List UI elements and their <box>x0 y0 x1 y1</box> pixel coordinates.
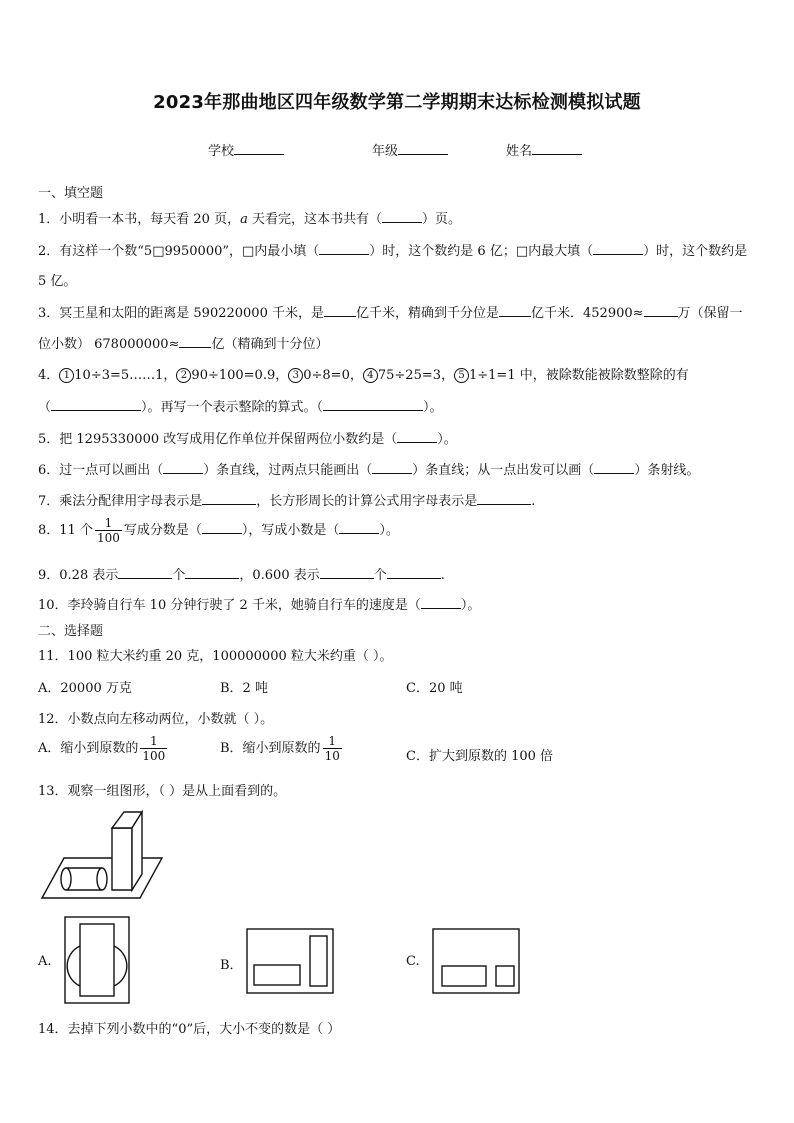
fraction-1-10: $\frac{1}{10}$ <box>324 734 340 763</box>
q13-option-a-figure[interactable] <box>64 916 130 1004</box>
question-5: 5．把 1295330000 改写成用亿作单位并保留两位小数约是（ ）。 <box>38 432 457 447</box>
q13-option-c-figure[interactable] <box>432 928 520 994</box>
question-3: 3．冥王星和太阳的距离是 590220000 千米，是 亿千米，精确到千分位是 亿千米．452900≈ 万（保留一 <box>38 306 743 321</box>
circled-4: 4 <box>363 368 378 383</box>
circled-3: 3 <box>288 368 303 383</box>
inner-rectangle <box>80 924 114 996</box>
q2-blank-1[interactable] <box>319 253 369 255</box>
prism-front <box>112 828 132 890</box>
wide-rectangle <box>442 966 486 986</box>
q6-blank-2[interactable] <box>372 472 412 474</box>
q2-blank-2[interactable] <box>593 253 643 255</box>
q7-blank-2[interactable] <box>477 503 531 505</box>
q3-blank-4[interactable] <box>179 346 211 348</box>
variable-a: a <box>240 212 248 227</box>
small-square <box>496 966 514 986</box>
q13-option-b-label[interactable]: B． <box>220 958 243 973</box>
q9-blank-1[interactable] <box>118 577 172 579</box>
circled-2: 2 <box>176 368 191 383</box>
circle-left-arc <box>67 946 80 986</box>
q4-blank-2[interactable] <box>323 409 423 411</box>
question-7: 7．乘法分配律用字母表示是 ，长方形周长的计算公式用字母表示是 . <box>38 494 536 509</box>
circled-5: 5 <box>454 368 469 383</box>
q11-option-a[interactable]: A．20000 万克 <box>38 681 132 696</box>
outer-frame <box>433 929 519 993</box>
school-label: 学校 <box>208 144 235 159</box>
tall-rectangle <box>310 936 327 986</box>
q13-option-b-figure[interactable] <box>246 928 334 994</box>
question-14: 14．去掉下列小数中的“0”后，大小不变的数是（ ） <box>38 1022 341 1037</box>
circled-1: 1 <box>59 368 74 383</box>
question-4-cont: （ ）。再写一个表示整除的算式。（ ）。 <box>38 400 443 415</box>
question-3-cont: 位小数） 678000000≈ 亿（精确到十分位） <box>38 337 329 352</box>
outer-frame <box>247 929 333 993</box>
q4-blank-1[interactable] <box>51 409 141 411</box>
question-2: 2．有这样一个数“5□9950000”，□内最小填（ ）时，这个数约是 6 亿；□内最大填（ ）时，这个数约是 <box>38 244 748 259</box>
section-multiple-choice: 二、选择题 <box>38 624 104 639</box>
q10-blank[interactable] <box>421 607 461 609</box>
fraction-1-100: $\frac{1}{100}$ <box>96 516 120 545</box>
question-8: 8．11 个 $\frac{1}{100}$ 写成分数是（ ），写成小数是（ ）。 <box>38 516 399 545</box>
q6-blank-1[interactable] <box>163 472 203 474</box>
q8-blank-2[interactable] <box>339 532 379 534</box>
cylinder-end-left <box>61 868 71 890</box>
outer-frame <box>65 917 129 1003</box>
grade-field <box>372 140 448 159</box>
q11-option-c[interactable]: C．20 吨 <box>406 681 463 696</box>
question-10: 10．李玲骑自行车 10 分钟行驶了 2 千米，她骑自行车的速度是（ ）。 <box>38 598 481 613</box>
3d-shapes-figure <box>40 808 164 902</box>
question-1: 1．小明看一本书，每天看 20 页，a 天看完，这本书共有（ ）页。 <box>38 212 461 227</box>
q12-option-c[interactable]: C．扩大到原数的 100 倍 <box>406 749 554 764</box>
name-field <box>506 140 582 159</box>
question-9: 9．0.28 表示 个 ，0.600 表示 个 . <box>38 568 445 583</box>
q13-option-c-label[interactable]: C. <box>406 954 420 969</box>
q3-blank-2[interactable] <box>499 315 531 317</box>
grade-blank[interactable] <box>398 153 448 155</box>
school-blank[interactable] <box>234 153 284 155</box>
grade-label: 年级 <box>372 144 399 159</box>
question-11: 11．100 粒大米约重 20 克，100000000 粒大米约重（ ）。 <box>38 649 393 664</box>
q1-blank[interactable] <box>382 221 422 223</box>
circle-right-arc <box>114 946 127 986</box>
q3-blank-1[interactable] <box>324 315 356 317</box>
name-blank[interactable] <box>532 153 582 155</box>
q6-blank-3[interactable] <box>594 472 634 474</box>
q3-blank-3[interactable] <box>644 315 678 317</box>
question-4: 4． 1 10÷3=5……1， 2 90÷100=0.9， 3 0÷8=0， 4 75÷25=3， 5 1÷1=1 中，被除数能被除数整除的有 <box>38 368 689 383</box>
question-13: 13．观察一组图形，（ ）是从上面看到的。 <box>38 784 287 799</box>
cylinder-end-right <box>97 868 107 890</box>
q11-option-b[interactable]: B．2 吨 <box>220 681 268 696</box>
school-field <box>208 140 284 159</box>
question-2-cont: 5 亿。 <box>38 274 77 289</box>
name-label: 姓名 <box>506 144 533 159</box>
q12-option-b[interactable]: B．缩小到原数的 $\frac{1}{10}$ <box>220 734 340 763</box>
q13-option-a-label[interactable]: A. <box>38 954 52 969</box>
wide-rectangle <box>254 965 300 985</box>
question-12: 12．小数点向左移动两位，小数就（ ）。 <box>38 712 274 727</box>
q9-blank-4[interactable] <box>387 577 441 579</box>
q8-blank-1[interactable] <box>202 532 242 534</box>
q9-blank-3[interactable] <box>320 577 374 579</box>
q5-blank[interactable] <box>397 441 437 443</box>
q9-blank-2[interactable] <box>185 577 239 579</box>
q12-option-a[interactable]: A．缩小到原数的 $\frac{1}{100}$ <box>38 734 166 763</box>
question-6: 6．过一点可以画出（ ）条直线，过两点只能画出（ ）条直线；从一点出发可以画（ ）条射线。 <box>38 463 700 478</box>
page-title: 2023年那曲地区四年级数学第二学期期末达标检测模拟试题 <box>153 92 641 113</box>
section-fill-blank: 一、填空题 <box>38 186 104 201</box>
fraction-1-100: $\frac{1}{100}$ <box>142 734 166 763</box>
q7-blank-1[interactable] <box>202 503 256 505</box>
